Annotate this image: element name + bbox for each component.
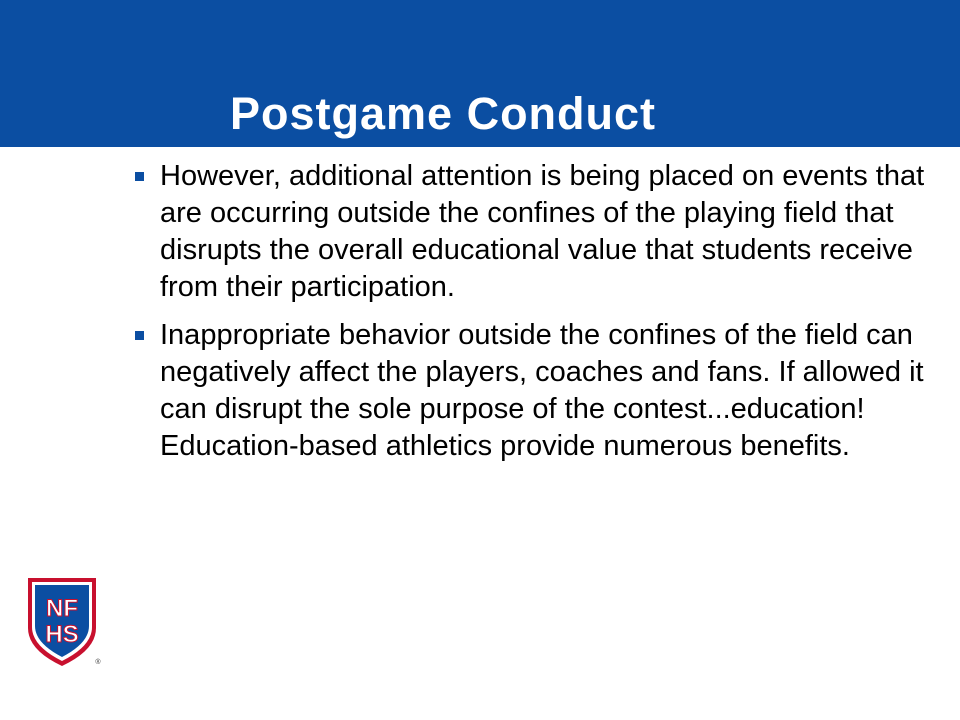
square-bullet-icon: [135, 331, 144, 340]
bullet-item: [133, 158, 933, 306]
bullet-item: [133, 317, 933, 465]
bullet-text: Inappropriate behavior outside the confines of the field can negatively affect the players, coaches and fans. If allowed it can disrupt the sole purpose of the contest...education! Education-based athletics provide numerous benefits.: [160, 319, 924, 462]
nfhs-shield-icon: [22, 576, 102, 668]
svg-text:HS: HS: [45, 621, 79, 648]
bullet-text: However, additional attention is being placed on events that are occurring outside the confines of the playing field that disrupts the overall educational value that students receive from their participation.: [160, 160, 925, 303]
square-bullet-icon: [135, 172, 144, 181]
slide-title: Postgame Conduct: [230, 88, 657, 139]
svg-text:NF: NF: [46, 595, 78, 622]
nfhs-logo: [22, 576, 102, 668]
svg-text:®: ®: [95, 659, 101, 666]
bullet-list: [133, 158, 933, 476]
